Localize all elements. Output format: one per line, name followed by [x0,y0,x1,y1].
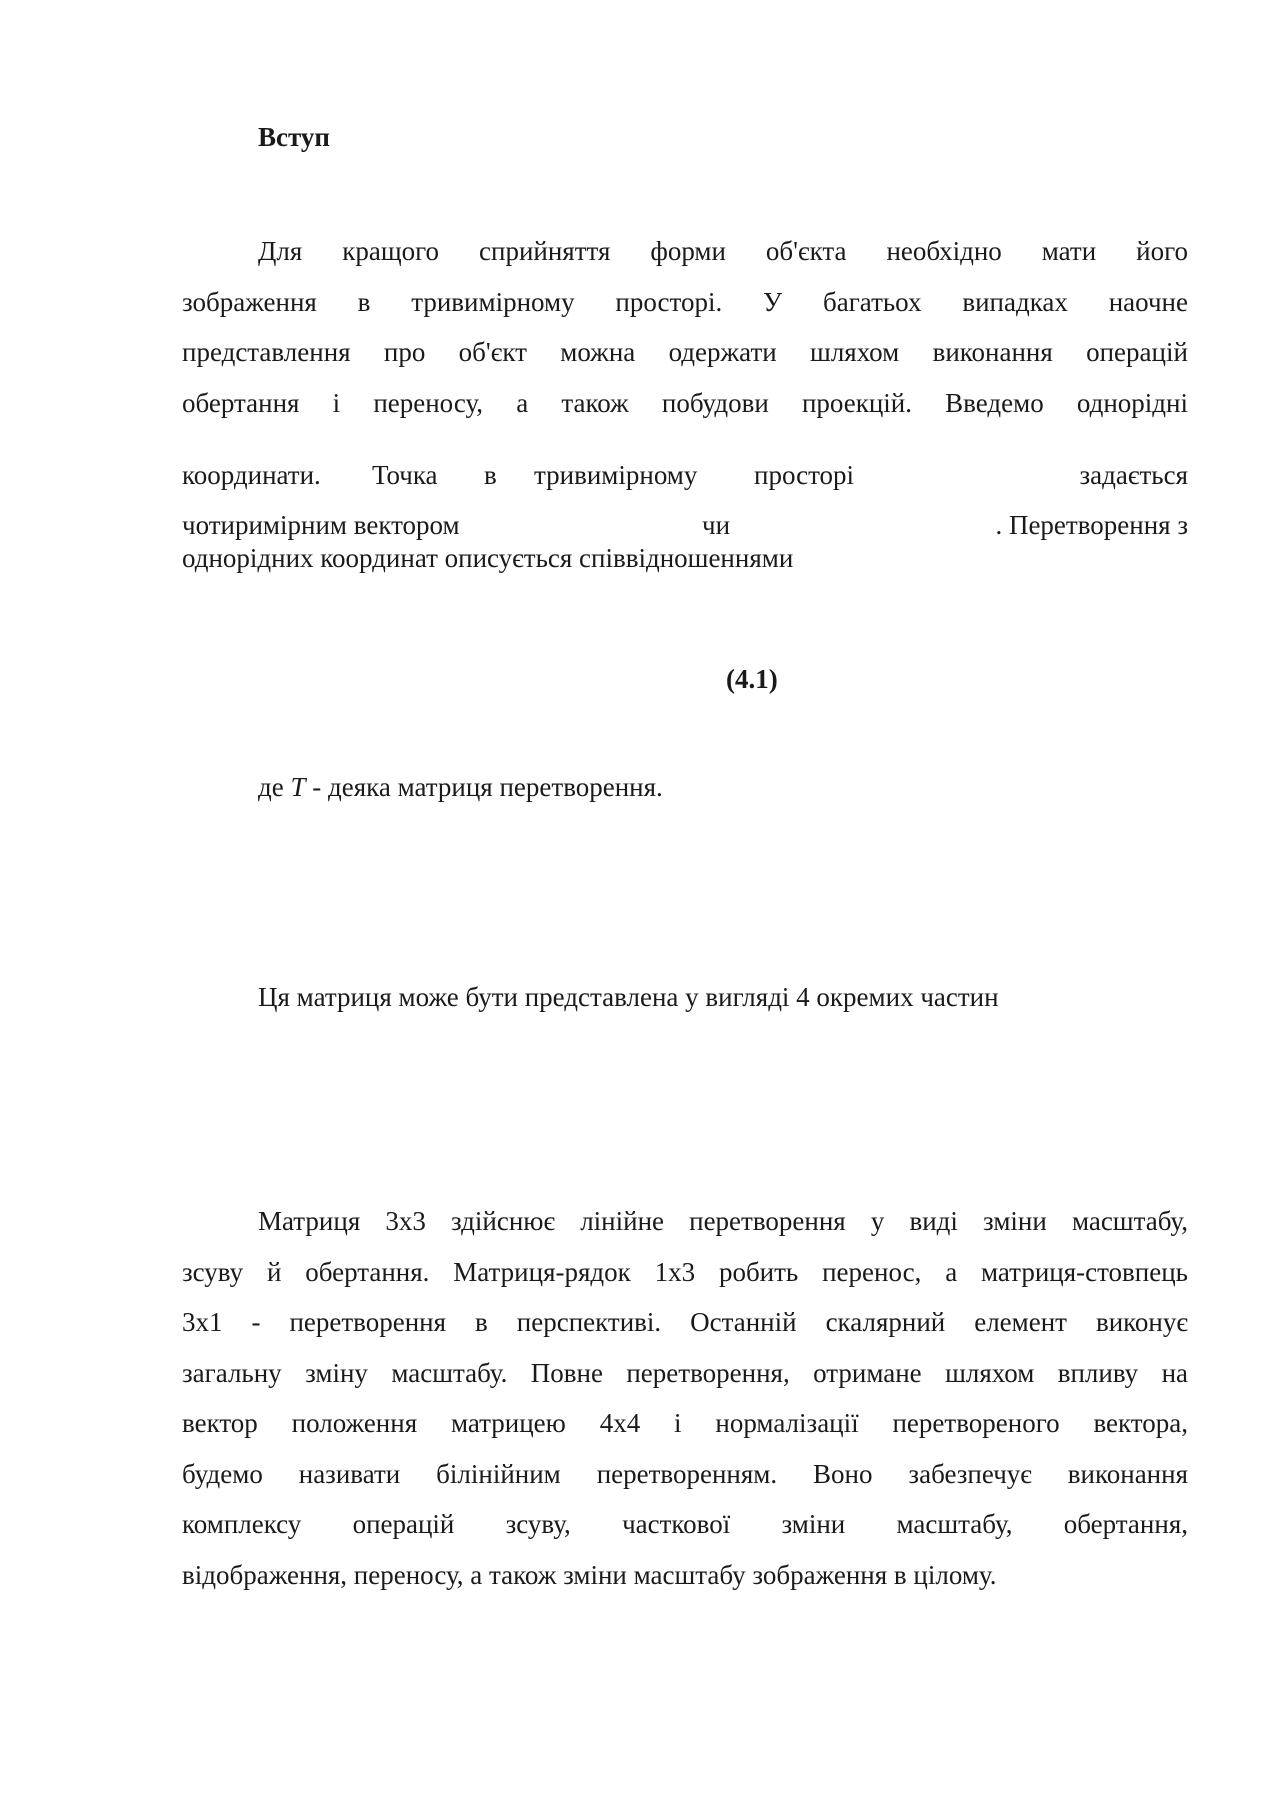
word: мати [1041,236,1097,266]
word: перетворення [289,1307,447,1337]
word: отримане [813,1357,922,1388]
word: на [1161,1357,1188,1388]
word: просторі [754,460,855,490]
word: положення [291,1408,418,1438]
word: перетворення [689,1206,846,1236]
word: Матриця-рядок [453,1256,631,1287]
word: - [251,1307,261,1337]
word: 1х3 [654,1256,696,1287]
matrix-line [182,1499,1188,1550]
matrix-line [182,1196,1188,1247]
word: будемо [182,1458,263,1489]
matrix-symbol: T [290,772,306,802]
word: також [561,387,629,418]
word: виконує [1095,1307,1188,1337]
word: перетворення, [626,1357,790,1388]
word: Матриця [258,1206,361,1236]
matrix-line [182,1348,1188,1399]
word: побудови [661,387,769,418]
word: випадках [962,286,1068,317]
word: зміни [781,1509,846,1539]
coord-line: однорідних координат описується співвідношеннями [182,543,794,573]
word: лінійне [580,1206,664,1236]
matrix-line [182,1247,1188,1298]
word: багатьох [822,286,922,317]
word: У [763,286,783,317]
matrix-line [182,1398,1188,1449]
intro-paragraph [182,226,1188,428]
word: перспективі. [516,1307,662,1337]
word: Воно [813,1458,873,1489]
word: й [266,1256,282,1287]
word: 3х1 [182,1307,223,1337]
matrix-line-last: відображення, переносу, а також зміни масштабу зображення в цілому. [182,1559,997,1590]
word: виді [909,1206,958,1236]
intro-line [182,277,1188,328]
word: шляхом [810,337,900,367]
word: а [945,1256,958,1287]
word: про [383,337,426,367]
word: одержати [668,337,777,367]
word: впливу [1057,1357,1139,1388]
word: перетворенням. [596,1458,778,1489]
word: Останній [690,1307,797,1337]
word: форми [650,236,726,266]
word: його [1136,236,1188,266]
word: матрицею [450,1408,566,1438]
word: масштабу, [1071,1206,1188,1236]
where-prefix: де [258,772,284,802]
word: зсуву, [505,1509,571,1539]
word: сприйняття [479,236,611,266]
matrix-paragraph [182,1196,1188,1600]
word: білінійним [436,1458,561,1489]
parts-sentence: Ця матриця може бути представлена у вигляді 4 окремих частин [258,982,999,1012]
word: а [516,387,529,418]
word: задається [1079,460,1188,490]
word: представлення [182,337,351,367]
intro-line [182,378,1188,429]
equation-number: (4.1) [726,664,778,694]
word: у [870,1206,885,1236]
coordinates-text [182,450,1188,578]
word: шляхом [945,1357,1035,1388]
coord-text-b: чи [702,510,731,540]
word: перенос, [822,1256,922,1287]
word: зображення [182,286,317,317]
intro-line [182,327,1188,378]
word: наочне [1108,286,1188,317]
word: Введемо [945,387,1044,418]
coord-line [182,450,1188,500]
word: об'єкта [765,236,847,266]
word: робить [718,1256,799,1287]
word: забезпечує [908,1458,1032,1489]
word: елемент [974,1307,1067,1337]
word: вектор [182,1408,258,1438]
word: переносу, [373,387,484,418]
word: тривимірному [534,460,698,490]
word: вектора, [1093,1408,1188,1438]
coord-line [182,500,1188,538]
word: операцій [1086,337,1188,367]
word: загальну [182,1357,282,1388]
word: масштабу, [896,1509,1013,1539]
word: нормалізації [715,1408,859,1438]
word: і [332,387,341,418]
word: в [357,286,371,317]
word: необхідно [886,236,1002,266]
where-suffix: - деяка матриця перетворення. [305,772,663,802]
word: матриця-стовпець [981,1256,1188,1287]
word: операцій [352,1509,455,1539]
word: здійснює [451,1206,556,1236]
word: обертання, [1063,1509,1188,1539]
coord-text-c: . Перетворення з [995,510,1188,540]
word: Повне [530,1357,603,1388]
word: однорідні [1076,387,1188,418]
coord-text-a: чотиримірним вектором [182,510,460,540]
word: в [475,1307,488,1337]
word: координати. [182,460,321,490]
word: Для [258,236,303,266]
word: зміни [983,1206,1047,1236]
word: і [674,1408,682,1438]
word: виконання [1067,1458,1188,1489]
word: зміну [305,1357,368,1388]
word: Точка [372,460,438,490]
word: 4х4 [599,1408,641,1438]
word: скалярний [825,1307,946,1337]
word: просторі. [615,286,723,317]
word: обертання. [305,1256,430,1287]
word: масштабу. [391,1357,508,1388]
word: обертання [182,387,300,418]
word: перетвореного [892,1408,1060,1438]
word: тривимірному [411,286,575,317]
intro-line [182,226,1188,277]
section-heading: Вступ [258,122,330,152]
word: 3х3 [385,1206,426,1236]
word: часткової [622,1509,731,1539]
matrix-line [182,1297,1188,1348]
word: комплексу [182,1509,302,1539]
word: зсуву [182,1256,244,1287]
where-sentence [258,770,663,804]
word: кращого [342,236,440,266]
word: об'єкт [458,337,527,367]
word: проекцій. [801,387,912,418]
word: називати [298,1458,401,1489]
word: в [484,460,497,490]
matrix-line [182,1449,1188,1500]
word: можна [560,337,636,367]
word: виконання [932,337,1053,367]
